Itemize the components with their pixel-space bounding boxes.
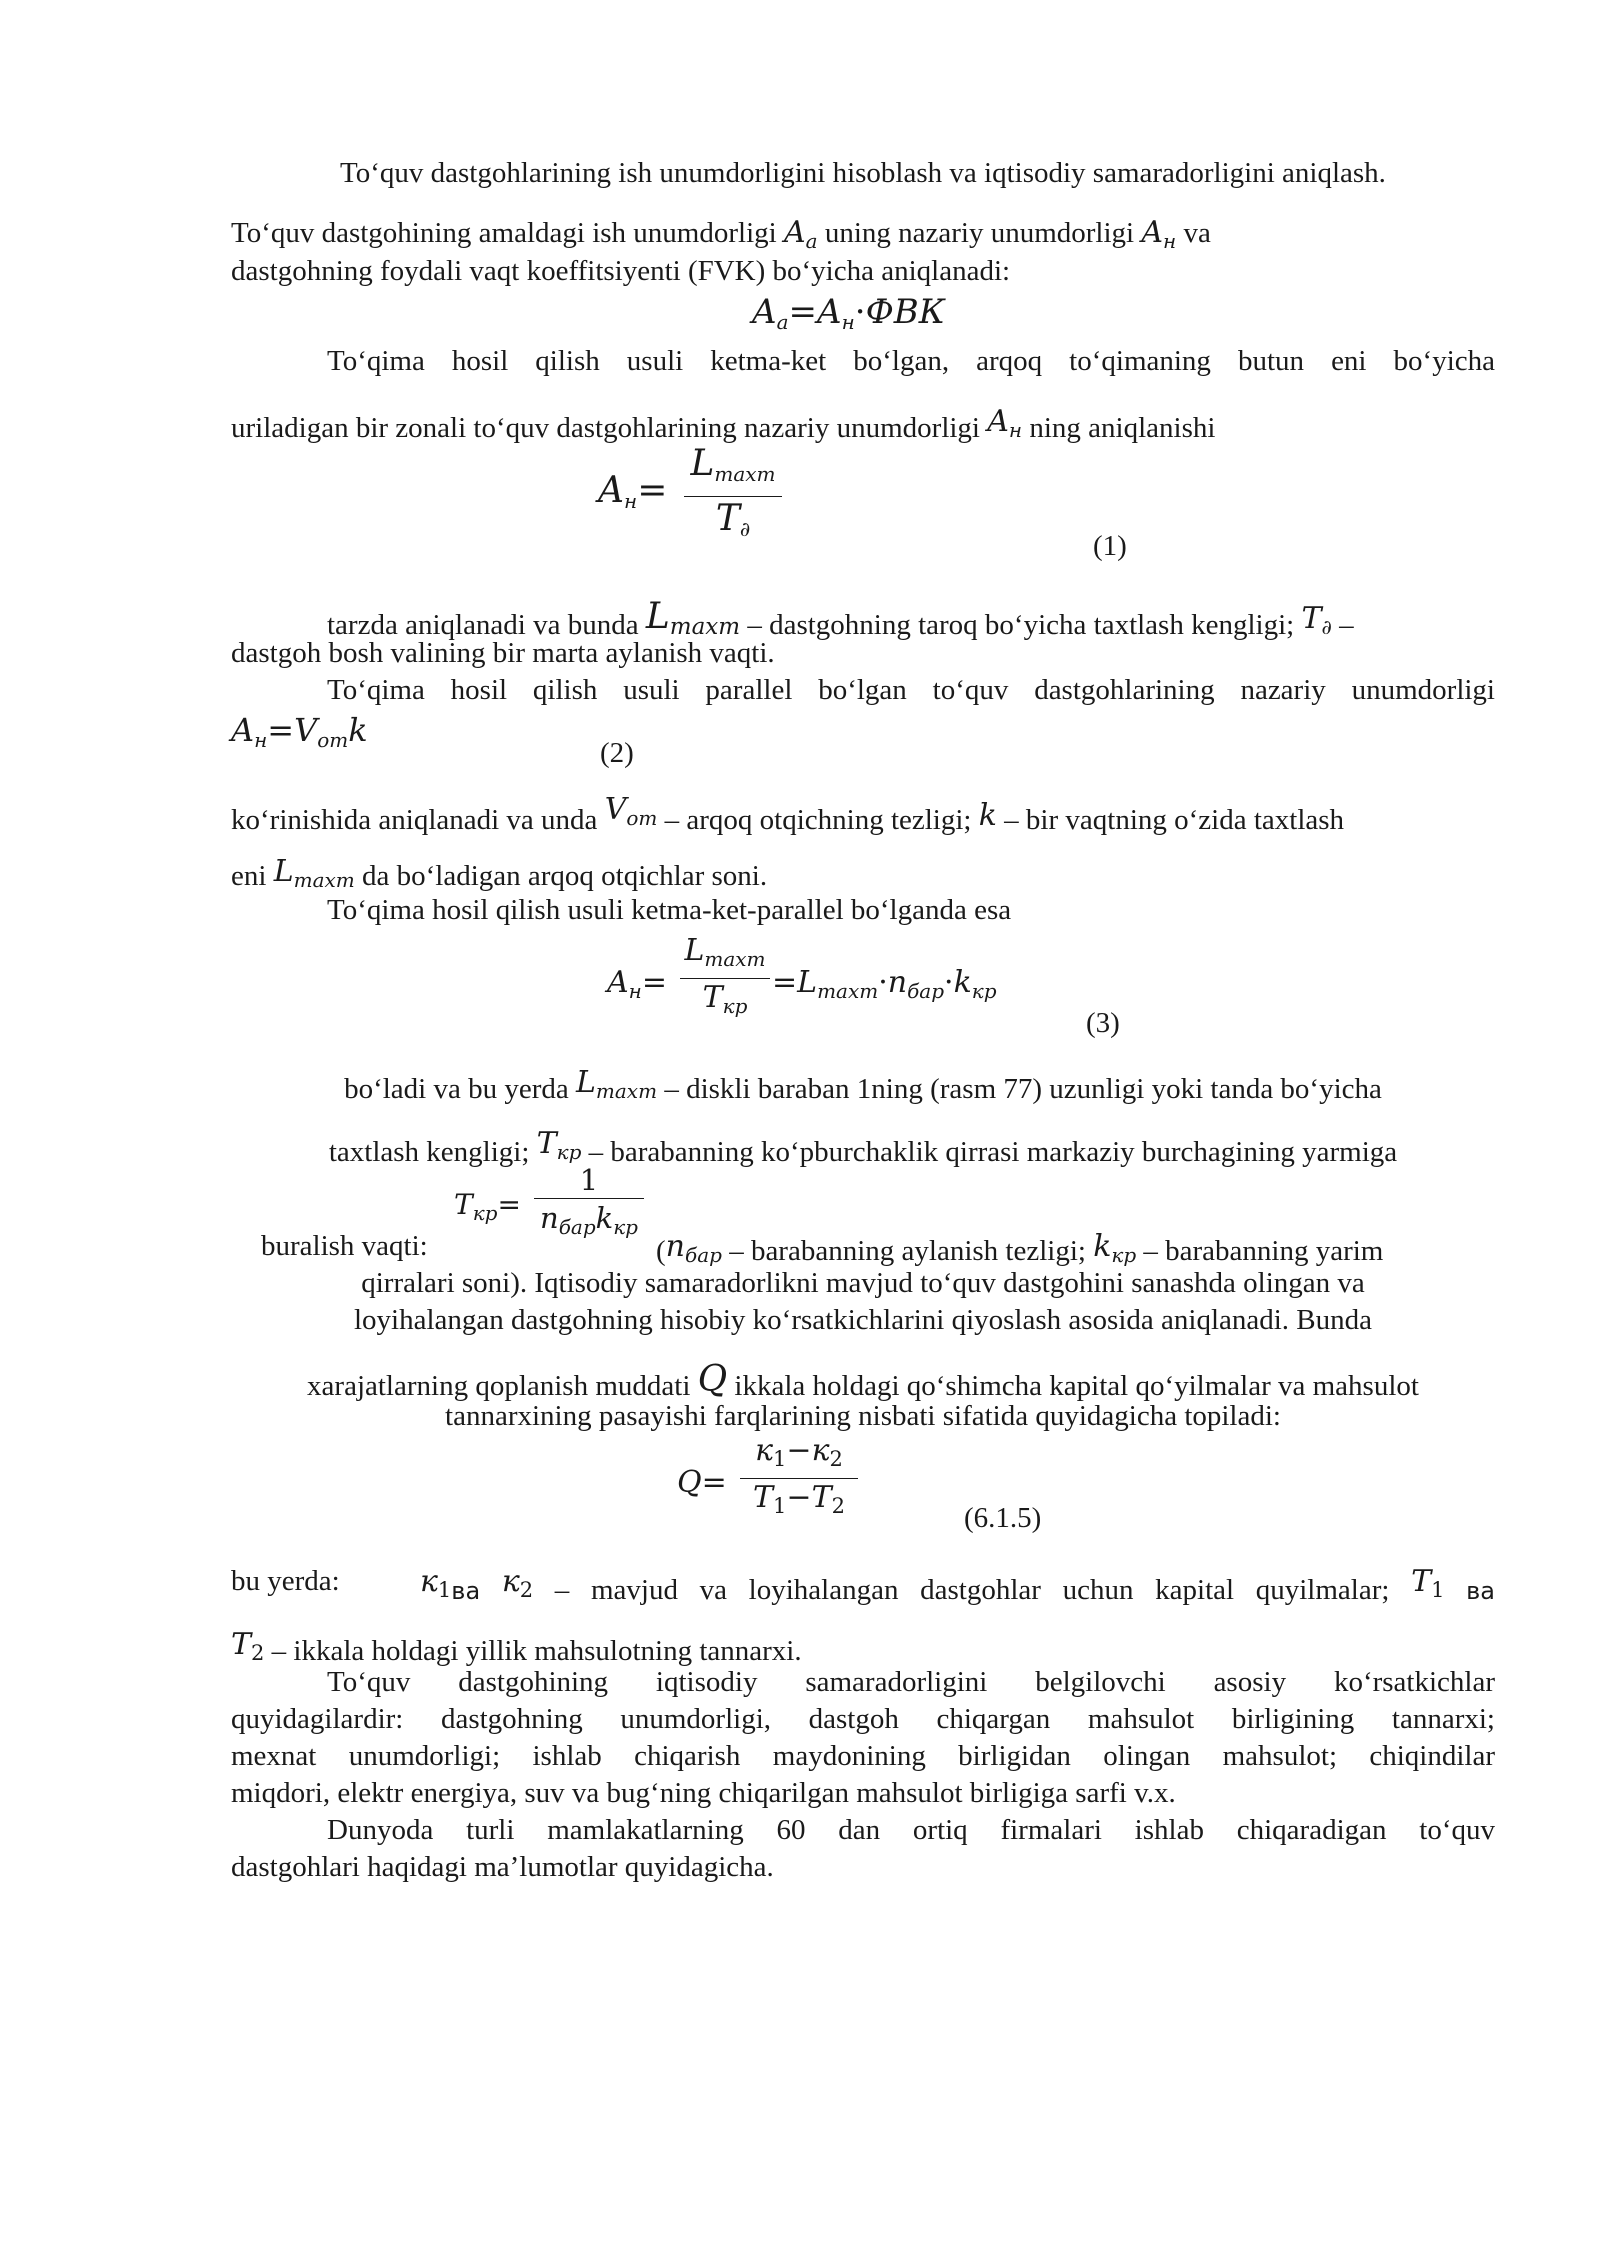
p4-line1 xyxy=(327,672,1495,709)
formula-Tkr-fraction: 1 $n_{бар}k_{кр}$ xyxy=(534,1162,644,1246)
p8-text-a: bu yerda: xyxy=(231,1565,340,1597)
equation-3-fraction: $L_{maxт}$ $T_{кр}$ xyxy=(680,932,770,1025)
heading-text: To‘quv dastgohlarining ish unumdorligini hisoblash va iqtisodiy samaradorligini aniqlash. xyxy=(340,157,1386,189)
p3-line2 xyxy=(231,635,1495,672)
p5-line1 xyxy=(231,791,1495,839)
equation-1-lhs: $A_н=$ xyxy=(598,470,668,513)
equation-3-rhs: $=L_{maxт}\cdot n_{бар}\cdot k_{кр}$ xyxy=(772,965,997,1003)
p1-line2 xyxy=(231,253,1495,290)
p4-text-a: To‘qima hosil qilish usuli parallel bo‘lgan to‘quv dastgohlarining nazariy unumdorligi xyxy=(327,674,1495,706)
symbol-A-a: $A_а$ xyxy=(783,215,818,253)
equation-4-label: (6.1.5) xyxy=(964,1502,1042,1534)
symbol-k-kr: $k_{кр}$ xyxy=(1093,1229,1137,1267)
p7-text-c: taxtlash kengligi; xyxy=(328,1136,530,1168)
symbol-A-n: $A_н$ xyxy=(987,404,1023,442)
equation-4-fraction: $к_1-к_2$ $T_1-T_2$ xyxy=(740,1432,858,1525)
va-text: ва xyxy=(1466,1577,1495,1605)
p9-line2 xyxy=(231,1701,1495,1738)
symbol-L-maxt: $L_{maxт}$ xyxy=(645,596,741,640)
p1-text-d: dastgohning foydali vaqt koeffitsiyenti (FVK) bo‘yicha aniqlanadi: xyxy=(231,255,1011,287)
equation-2: $A_н=V_{от}k$ xyxy=(231,711,368,752)
p7-text-l: ikkala holdagi qo‘shimcha kapital qo‘yilmalar va mahsulot xyxy=(734,1370,1419,1402)
p5-text-e: da bo‘ladigan arqoq otqichlar soni. xyxy=(362,860,768,892)
p6-text: To‘qima hosil qilish usuli ketma-ket-parallel bo‘lganda esa xyxy=(327,894,1012,926)
p2-line2 xyxy=(231,403,1495,449)
equation-2-label: (2) xyxy=(600,737,634,769)
p3-text-d: dastgoh bosh valining bir marta aylanish vaqti. xyxy=(231,637,775,669)
p9-text-l2: quyidagilardir: dastgohning unumdorligi, dastgoh chiqargan mahsulot birligining tannarxi; xyxy=(231,1703,1495,1735)
p2-text-b: uriladigan bir zonali to‘quv dastgohlarining nazariy unumdorligi xyxy=(231,412,980,444)
symbol-T-2: $T_2$ xyxy=(231,1627,265,1665)
p7-text-g: – barabanning aylanish tezligi; xyxy=(729,1235,1086,1267)
p9-text-l1: To‘quv dastgohining iqtisodiy samaradorligini belgilovchi asosiy ko‘rsatkichlar xyxy=(327,1666,1495,1698)
p7-line5 xyxy=(231,1302,1495,1339)
p5-text-b: – arqoq otqichning tezligi; xyxy=(664,804,972,836)
p7-text-a: bo‘ladi va bu yerda xyxy=(344,1073,569,1105)
symbol-T-kr: $T_{кр}$ xyxy=(536,1126,582,1164)
p5-text-a: ko‘rinishida aniqlanadi va unda xyxy=(231,804,598,836)
equation-3-lhs: $A_н=$ xyxy=(607,965,667,1003)
p10-line2 xyxy=(231,1849,1495,1886)
p9-line4 xyxy=(231,1775,1495,1812)
equation-3-label: (3) xyxy=(1086,1007,1120,1039)
p3-text-a: tarzda aniqlanadi va bunda xyxy=(327,609,639,641)
symbol-L-maxt: $L_{maxт}$ xyxy=(273,854,355,892)
p7-text-b: – diskli baraban 1ning (rasm 77) uzunligi yoki tanda bo‘yicha xyxy=(664,1073,1382,1105)
p10-line1 xyxy=(327,1812,1495,1849)
p7-line7 xyxy=(231,1398,1495,1435)
symbol-V-ot: $V_{от}$ xyxy=(604,792,658,830)
p1-text-b: uning nazariy unumdorligi xyxy=(824,217,1135,249)
p7-text-k: xarajatlarning qoplanish muddati xyxy=(307,1370,691,1402)
p9-line1 xyxy=(327,1664,1495,1701)
p10-text-l2: dastgohlari haqidagi ma’lumotlar quyidagicha. xyxy=(231,1851,774,1883)
p9-text-l3: mexnat unumdorligi; ishlab chiqarish maydonining birligidan olingan mahsulot; chiqindilar xyxy=(231,1740,1495,1772)
paren-open: ( xyxy=(656,1235,666,1267)
equation-4-lhs: Q= xyxy=(677,1465,727,1500)
p2-text-c: ning aniqlanishi xyxy=(1029,412,1216,444)
va-text: ва xyxy=(451,1577,481,1605)
p10-text-l1: Dunyoda turli mamlakatlarning 60 dan ortiq firmalari ishlab chiqaradigan to‘quv xyxy=(327,1814,1495,1846)
symbol-n-bar: $n_{бар}$ xyxy=(665,1229,722,1267)
p3-text-c: – xyxy=(1339,609,1354,641)
p8-text-b: – mavjud va loyihalangan dastgohlar uchun kapital quyilmalar; xyxy=(554,1574,1390,1606)
p1-text-c: va xyxy=(1183,217,1211,249)
p7-text-j: loyihalangan dastgohning hisobiy ko‘rsatkichlarini qiyoslash asosida aniqlanadi. Bunda xyxy=(353,1304,1373,1336)
p7-line2 xyxy=(231,1125,1495,1171)
p7-line3-left xyxy=(261,1228,428,1265)
p7-text-i: qirralari soni). Iqtisodiy samaradorlikni mavjud to‘quv dastgohini sanashda olingan va xyxy=(361,1267,1365,1299)
p7-text-h: – barabanning yarim xyxy=(1143,1235,1384,1267)
p7-line4 xyxy=(231,1265,1495,1302)
equation-1-label: (1) xyxy=(1093,530,1127,562)
symbol-k: k xyxy=(978,798,997,833)
p1-text-a: To‘quv dastgohining amaldagi ish unumdorligi xyxy=(231,217,777,249)
symbol-T-1: $T_1$ xyxy=(1411,1564,1445,1602)
symbol-Q: Q xyxy=(697,1359,728,1400)
p6-line1 xyxy=(327,892,1495,929)
symbol-kappa-1: $к_1$ xyxy=(420,1564,452,1602)
formula-fvk: $A_а=A_н\cdot ФВК$ xyxy=(752,292,946,334)
p5-text-d: eni xyxy=(231,860,267,892)
p7-line1 xyxy=(231,1064,1495,1110)
p8-line1-left xyxy=(231,1563,340,1600)
p8-line1-right xyxy=(420,1563,1495,1610)
p8-text-c: – ikkala holdagi yillik mahsulotning tannarxi. xyxy=(271,1635,802,1667)
p7-text-m: tannarxining pasayishi farqlarining nisbati sifatida quyidagicha topiladi: xyxy=(445,1400,1281,1432)
p5-text-c: – bir vaqtning o‘zida taxtlash xyxy=(1004,804,1345,836)
symbol-T-d: $T_\partial$ xyxy=(1301,601,1332,639)
p2-text-a: To‘qima hosil qilish usuli ketma-ket bo‘lgan, arqoq to‘qimaning butun eni bo‘yicha xyxy=(327,345,1495,377)
p7-text-d: – barabanning ko‘pburchaklik qirrasi markaziy burchagining yarmiga xyxy=(588,1136,1398,1168)
p9-line3 xyxy=(231,1738,1495,1775)
section-heading xyxy=(231,155,1495,192)
symbol-kappa-2: $к_2$ xyxy=(501,1564,534,1602)
p2-line1 xyxy=(327,343,1495,380)
formula-Tkr-lhs: $T_{кр}=$ xyxy=(454,1188,521,1225)
p3-text-b: – dastgohning taroq bo‘yicha taxtlash kengligi; xyxy=(747,609,1295,641)
symbol-L-maxt: $L_{maxт}$ xyxy=(576,1065,658,1103)
p9-text-l4: miqdori, elektr energiya, suv va bug‘ning chiqarilgan mahsulot birligiga sarfi v.x. xyxy=(231,1777,1176,1809)
symbol-A-n: $A_н$ xyxy=(1141,215,1177,253)
p7-text-e: buralish vaqti: xyxy=(261,1230,428,1262)
equation-1-fraction: $L_{maxт}$ $T_\partial$ xyxy=(684,442,782,551)
